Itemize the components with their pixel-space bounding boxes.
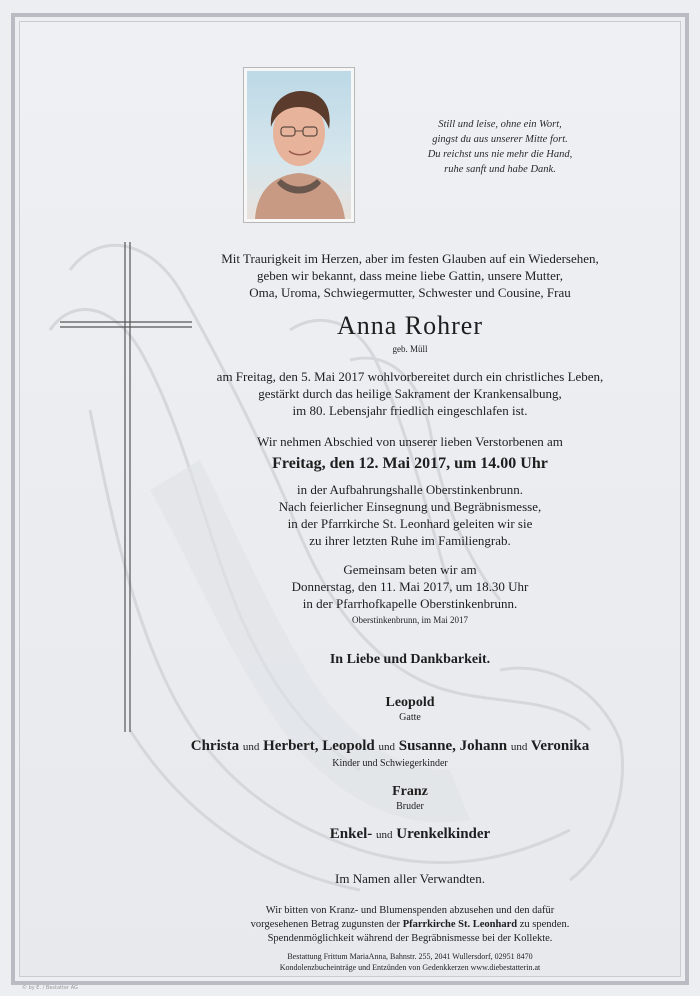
birth-name: geb. Müll bbox=[392, 344, 428, 354]
donation-line bbox=[170, 918, 650, 932]
place-date: Oberstinkenbrunn, im Mai 2017 bbox=[352, 615, 468, 625]
poem-line: Du reichst uns nie mehr die Hand, bbox=[427, 149, 573, 160]
closing-line: In Liebe und Dankbarkeit. bbox=[329, 652, 491, 667]
announcement-intro bbox=[170, 250, 650, 301]
deceased bbox=[170, 311, 650, 355]
donation-text: vorgesehenen Betrag zugunsten der bbox=[250, 919, 401, 930]
children-names bbox=[100, 738, 680, 755]
child-name: Herbert, Leopold bbox=[263, 738, 375, 754]
great-grandchildren-label: Urenkelkinder bbox=[396, 826, 491, 842]
mourner-brother bbox=[170, 784, 650, 813]
child-name: Veronika bbox=[530, 738, 590, 754]
prayer-line: in der Pfarrhofkapelle Oberstinkenbrunn. bbox=[302, 596, 518, 611]
funeral-line: Nach feierlicher Einsegnung und Begräbnismesse, bbox=[278, 499, 542, 514]
conjunction: und bbox=[510, 741, 528, 753]
portrait-figure bbox=[247, 71, 351, 219]
poem bbox=[400, 117, 600, 177]
poem-line: Still und leise, ohne ein Wort, bbox=[438, 119, 562, 130]
child-name: Christa bbox=[190, 738, 240, 754]
child-name: Susanne, Johann bbox=[398, 738, 508, 754]
intro-line: Mit Traurigkeit im Herzen, aber im festen Glauben auf ein Wiedersehen, bbox=[221, 251, 599, 266]
footer bbox=[170, 951, 650, 973]
conjunction: und bbox=[242, 741, 260, 753]
funeral-date: Freitag, den 12. Mai 2017, um 14.00 Uhr bbox=[272, 455, 548, 472]
brother-name: Franz bbox=[392, 784, 428, 799]
conjunction: und bbox=[378, 741, 395, 753]
death-details bbox=[170, 368, 650, 419]
death-line: im 80. Lebensjahr friedlich eingeschlafen ist. bbox=[292, 403, 528, 418]
spouse-name: Leopold bbox=[385, 695, 435, 710]
mourner-grandchildren bbox=[170, 826, 650, 843]
portrait-photo bbox=[243, 67, 355, 223]
prayer-line: Gemeinsam beten wir am bbox=[343, 562, 477, 577]
poem-line: ruhe sanft und habe Dank. bbox=[444, 164, 556, 175]
donation-text: zu spenden. bbox=[519, 919, 570, 930]
relatives-line: Im Namen aller Verwandten. bbox=[335, 871, 485, 886]
funeral-line: in der Aufbahrungshalle Oberstinkenbrunn. bbox=[296, 482, 523, 497]
imprint: © by E. / Bestatter AG bbox=[22, 985, 78, 991]
donation-recipient: Pfarrkirche St. Leonhard bbox=[402, 919, 518, 930]
funeral-line: in der Pfarrkirche St. Leonhard geleiten wir sie bbox=[287, 516, 533, 531]
brother-role: Bruder bbox=[396, 801, 424, 812]
mourner-children bbox=[100, 738, 680, 770]
donation-notice bbox=[170, 904, 650, 946]
funeral-line: zu ihrer letzten Ruhe im Familiengrab. bbox=[309, 533, 511, 548]
mourner-spouse bbox=[170, 695, 650, 724]
intro-line: geben wir bekannt, dass meine liebe Gattin, unsere Mutter, bbox=[257, 268, 563, 283]
deceased-name: Anna Rohrer bbox=[336, 311, 483, 340]
poem-line: gingst du aus unserer Mitte fort. bbox=[432, 134, 568, 145]
donation-line: Wir bitten von Kranz- und Blumenspenden abzusehen und den dafür bbox=[265, 905, 555, 916]
conjunction: und bbox=[376, 829, 393, 841]
intro-line: Oma, Uroma, Schwiegermutter, Schwester und Cousine, Frau bbox=[249, 285, 571, 300]
footer-line: Kondolenzbucheinträge und Entzünden von Gedenkkerzen www.diebestatterin.at bbox=[279, 963, 541, 972]
spouse-role: Gatte bbox=[399, 712, 421, 723]
funeral-details bbox=[170, 481, 650, 549]
portrait-image bbox=[247, 71, 351, 219]
children-role: Kinder und Schwiegerkinder bbox=[332, 758, 448, 769]
grandchildren-label: Enkel- bbox=[329, 826, 373, 842]
death-line: gestärkt durch das heilige Sakrament der Krankensalbung, bbox=[258, 386, 562, 401]
prayer-line: Donnerstag, den 11. Mai 2017, um 18.30 Uhr bbox=[291, 579, 529, 594]
death-line: am Freitag, den 5. Mai 2017 wohlvorbereitet durch ein christliches Leben, bbox=[216, 369, 604, 384]
footer-line: Bestattung Frittum MariaAnna, Bahnstr. 255, 2041 Wullersdorf, 02951 8470 bbox=[287, 952, 533, 961]
farewell-intro: Wir nehmen Abschied von unserer lieben Verstorbenen am bbox=[257, 434, 563, 449]
prayer-info bbox=[170, 561, 650, 612]
donation-line: Spendenmöglichkeit während der Begräbnismesse bei der Kollekte. bbox=[267, 933, 553, 944]
